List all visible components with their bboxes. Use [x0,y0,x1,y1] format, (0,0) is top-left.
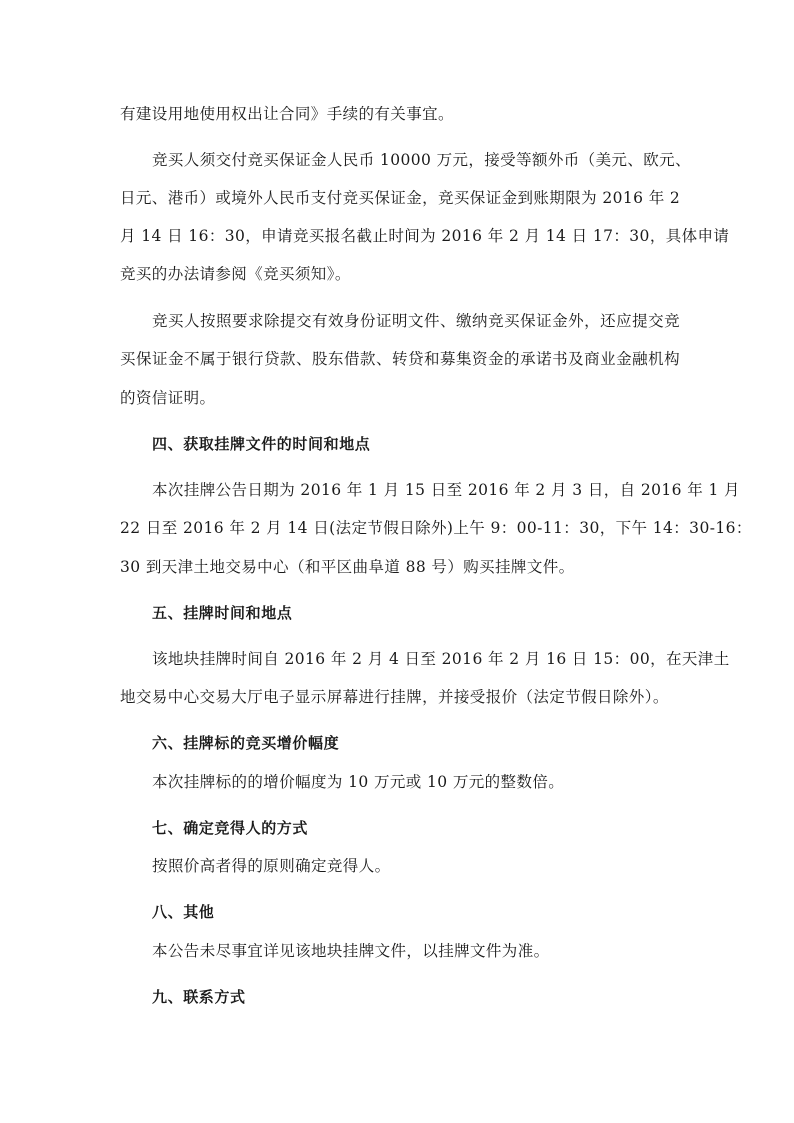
paragraph-line: 地交易中心交易大厅电子显示屏幕进行挂牌，并接受报价（法定节假日除外）。 [120,688,669,706]
paragraph-line: 买保证金不属于银行贷款、股东借款、转贷和募集资金的承诺书及商业金融机构 [120,350,680,368]
section-heading: 六、挂牌标的竞买增价幅度 [152,734,340,752]
paragraph-line: 本次挂牌公告日期为 2016 年 1 月 15 日至 2016 年 2 月 3 日，自 2016 年 1 月 [152,481,740,499]
paragraph-line: 该地块挂牌时间自 2016 年 2 月 4 日至 2016 年 2 月 16 日 15：00，在天津土 [152,650,730,668]
paragraph-line: 本公告未尽事宜详见该地块挂牌文件，以挂牌文件为准。 [152,942,550,960]
paragraph-line: 竞买的办法请参阅《竞买须知》。 [120,265,351,283]
paragraph-line: 按照价高者得的原则确定竞得人。 [152,857,391,875]
section-heading: 四、获取挂牌文件的时间和地点 [152,435,371,453]
paragraph-line: 22 日至 2016 年 2 月 14 日(法定节假日除外)上午 9：00-11：30，下午 14：30-16： [120,519,752,537]
paragraph-line: 30 到天津土地交易中心（和平区曲阜道 88 号）购买挂牌文件。 [120,558,575,576]
section-heading: 九、联系方式 [152,988,246,1006]
paragraph-line: 日元、港币）或境外人民币支付竞买保证金，竞买保证金到账期限为 2016 年 2 [120,189,681,207]
paragraph-line: 月 14 日 16：30，申请竞买报名截止时间为 2016 年 2 月 14 日 17：30，具体申请 [120,227,730,245]
paragraph-line: 的资信证明。 [120,389,216,407]
section-heading: 八、其他 [152,903,215,921]
paragraph-line: 竞买人按照要求除提交有效身份证明文件、缴纳竞买保证金外，还应提交竞 [152,312,680,330]
paragraph-line: 有建设用地使用权出让合同》手续的有关事宜。 [120,105,454,123]
paragraph-line: 本次挂牌标的的增价幅度为 10 万元或 10 万元的整数倍。 [152,773,565,791]
section-heading: 五、挂牌时间和地点 [152,604,293,622]
paragraph-line: 竞买人须交付竞买保证金人民币 10000 万元，接受等额外币（美元、欧元、 [152,151,691,169]
section-heading: 七、确定竞得人的方式 [152,819,309,837]
